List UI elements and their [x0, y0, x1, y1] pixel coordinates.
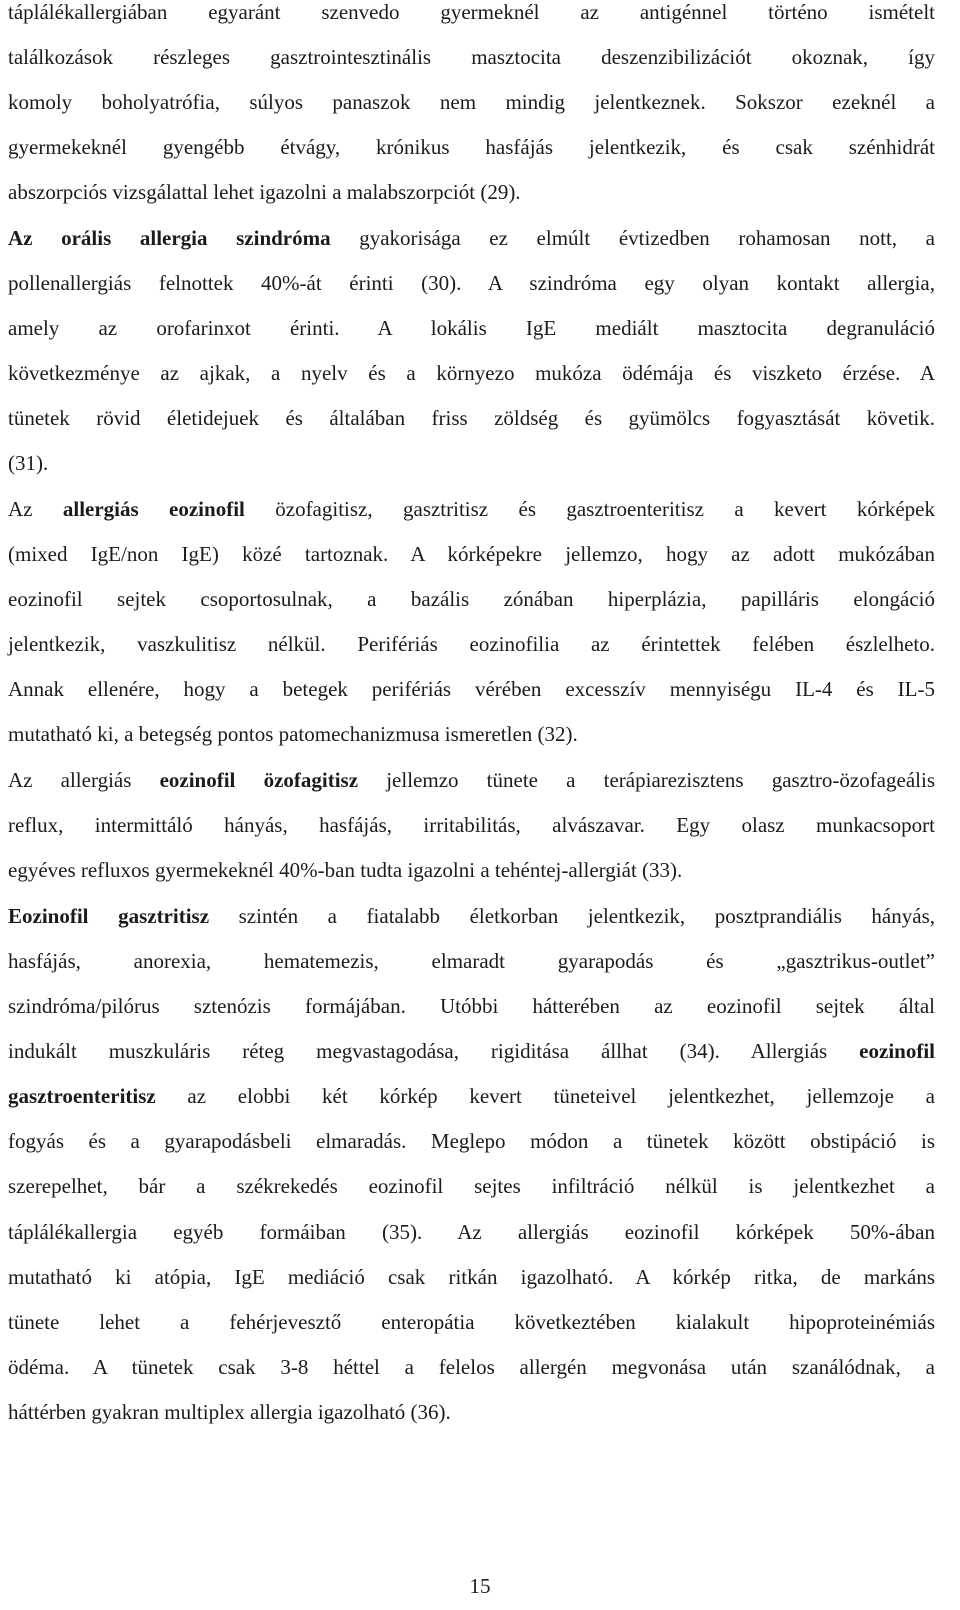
text-line: reflux, intermittáló hányás, hasfájás, irritabilitás, alvászavar. Egy olasz munkacsoport: [8, 813, 935, 837]
text-line: Annak ellenére, hogy a betegek perifériás vérében excesszív mennyiségu IL-4 és IL-5: [8, 677, 935, 701]
text-line: fogyás és a gyarapodásbeli elmaradás. Meglepo módon a tünetek között obstipáció is: [8, 1129, 935, 1153]
bold-term: gasztroenteritisz: [8, 1084, 156, 1108]
text-line: (31).: [8, 451, 49, 475]
text-line: eozinofil sejtek csoportosulnak, a bazális zónában hiperplázia, papilláris elongáció: [8, 587, 935, 611]
text-line: táplálékallergia egyéb formáiban (35). Az allergiás eozinofil kórképek 50%-ában: [8, 1220, 935, 1244]
text-line: egyéves refluxos gyermekeknél 40%-ban tudta igazolni a tehéntej-allergiát (33).: [8, 858, 683, 882]
text-line: Az orális allergia szindróma gyakorisága ez elmúlt évtizedben rohamosan nott, a: [8, 226, 935, 250]
text-line: pollenallergiás felnottek 40%-át érinti (30). A szindróma egy olyan kontakt allergia,: [8, 271, 935, 295]
text-line: tünetek rövid életidejuek és általában friss zöldség és gyümölcs fogyasztását követik.: [8, 406, 935, 430]
text-line: Eozinofil gasztritisz szintén a fiatalabb életkorban jelentkezik, posztprandiális hányás,: [8, 904, 935, 928]
text-line: szindróma/pilórus sztenózis formájában. Utóbbi hátterében az eozinofil sejtek által: [8, 994, 935, 1018]
text-line: tünete lehet a fehérjevesztő enteropátia következtében kialakult hipoproteinémiás: [8, 1310, 935, 1334]
text-line: mutatható ki, a betegség pontos patomechanizmusa ismeretlen (32).: [8, 722, 578, 746]
bold-term: Az orális allergia szindróma: [8, 226, 331, 250]
page-number: 15: [469, 1574, 491, 1598]
text-line: abszorpciós vizsgálattal lehet igazolni a malabszorpciót (29).: [8, 180, 521, 204]
text-line: Az allergiás eozinofil özofagitisz, gasztritisz és gasztroenteritisz a kevert kórképek: [8, 497, 935, 521]
text-line: táplálékallergiában egyaránt szenvedo gyermeknél az antigénnel történo ismételt: [8, 0, 935, 24]
text-line: amely az orofarinxot érinti. A lokális IgE mediált masztocita degranuláció: [8, 316, 935, 340]
bold-term: Eozinofil gasztritisz: [8, 904, 210, 928]
text-line: (mixed IgE/non IgE) közé tartoznak. A kórképekre jellemzo, hogy az adott mukózában: [8, 542, 935, 566]
text-line: háttérben gyakran multiplex allergia igazolható (36).: [8, 1400, 451, 1424]
text-line: szerepelhet, bár a székrekedés eozinofil sejtes infiltráció nélkül is jelentkezhet a: [8, 1174, 935, 1198]
text-line: gasztroenteritisz az elobbi két kórkép kevert tüneteivel jelentkezhet, jellemzoje a: [8, 1084, 935, 1108]
text-line: ödéma. A tünetek csak 3-8 héttel a felelos allergén megvonása után szanálódnak, a: [8, 1355, 935, 1379]
text-line: találkozások részleges gasztrointesztinális masztocita deszenzibilizációt okoznak, így: [8, 45, 935, 69]
text-line: komoly boholyatrófia, súlyos panaszok nem mindig jelentkeznek. Sokszor ezeknél a: [8, 90, 935, 114]
text-line: indukált muszkuláris réteg megvastagodása, rigiditása állhat (34). Allergiás eozinofil: [8, 1039, 935, 1063]
bold-term: allergiás eozinofil: [62, 497, 245, 521]
text-line: gyermekeknél gyengébb étvágy, krónikus hasfájás jelentkezik, és csak szénhidrát: [8, 135, 935, 159]
text-line: jelentkezik, vaszkulitisz nélkül. Perifériás eozinofilia az érintettek felében észlelheto.: [8, 632, 935, 656]
text-line: következménye az ajkak, a nyelv és a környezo mukóza ödémája és viszketo érzése. A: [8, 361, 935, 385]
bold-term: eozinofil özofagitisz: [159, 768, 359, 792]
bold-term: eozinofil: [859, 1039, 935, 1063]
text-line: hasfájás, anorexia, hematemezis, elmaradt gyarapodás és „gasztrikus-outlet”: [8, 949, 935, 973]
text-line: mutatható ki atópia, IgE mediáció csak ritkán igazolható. A kórkép ritka, de markáns: [8, 1265, 935, 1289]
text-line: Az allergiás eozinofil özofagitisz jellemzo tünete a terápiarezisztens gasztro-özofageális: [8, 768, 935, 792]
